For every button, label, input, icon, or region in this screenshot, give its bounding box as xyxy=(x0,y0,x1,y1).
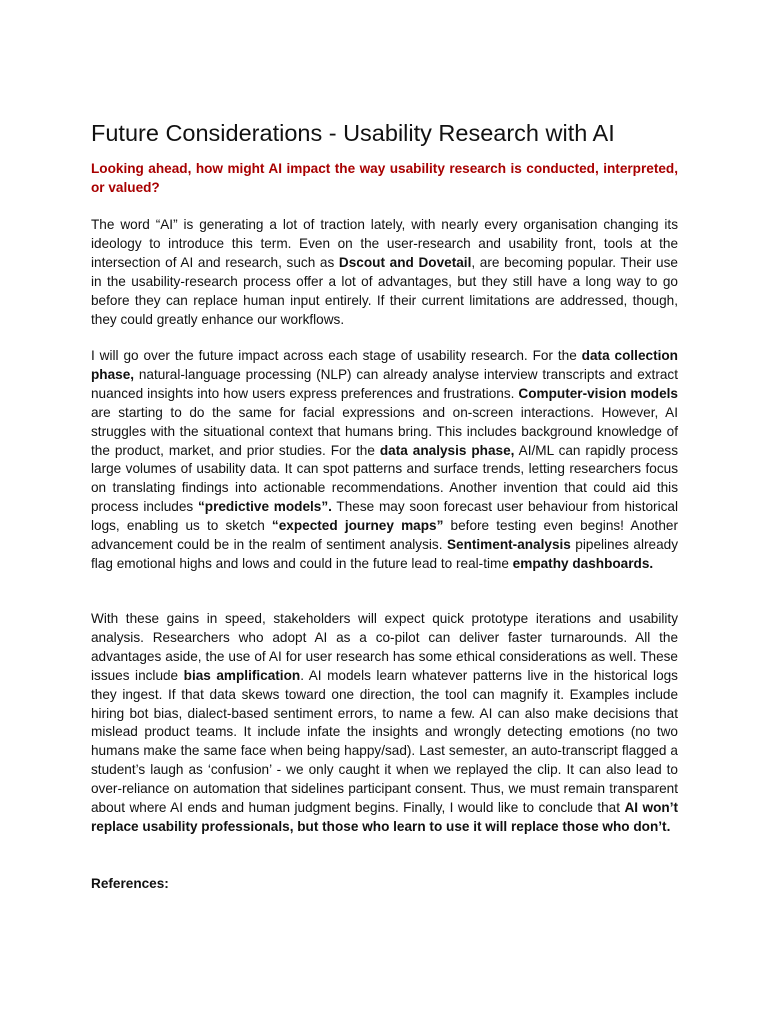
text-run: before testing even begins! Another advancement could be in the realm of sentiment analysis. xyxy=(91,518,678,553)
text-run: The word “AI” is generating a lot of traction lately, with nearly every organisation changing its ideology to introduce this term. Even on the user-research and usability front, tools at the intersection of AI and research, such as xyxy=(91,217,678,270)
references-heading: References: xyxy=(91,876,169,891)
bold-phrase: Computer-vision models xyxy=(518,385,678,401)
text-run: These may soon forecast user behaviour from historical logs, enabling us to sketch xyxy=(91,499,678,534)
text-run: pipelines already flag emotional highs and lows and could in the future lead to real-time xyxy=(91,537,679,571)
bold-phrase: data analysis phase, xyxy=(379,442,515,458)
paragraph-research-stages xyxy=(91,347,678,574)
bold-phrase: Sentiment-analysis xyxy=(446,537,571,553)
text-run: With these gains in speed, stakeholders will expect quick prototype iterations and usability analysis. Researchers who adopt AI as a co-pilot can deliver faster turnarounds. All the advantages aside, the use of AI for user research has some ethical considerations as well. These issues include xyxy=(91,611,678,683)
text-run: I will go over the future impact across each stage of usability research. For the xyxy=(91,348,582,363)
bold-phrase: AI won’t replace usability professionals, but those who learn to use it will replace those who don’t. xyxy=(91,800,678,834)
paragraph-ethics-conclusion xyxy=(91,610,678,837)
bold-phrase: empathy dashboards. xyxy=(512,555,654,571)
bold-phrase: Dscout and Dovetail xyxy=(338,254,472,270)
bold-phrase: “expected journey maps” xyxy=(271,518,444,534)
text-run: natural-language processing (NLP) can already analyse interview transcripts and extract nuanced insights into how users express preferences and frustrations. xyxy=(91,366,678,401)
bold-phrase: bias amplification xyxy=(183,667,301,683)
bold-phrase: “predictive models”. xyxy=(197,499,332,515)
page-title: Future Considerations - Usability Research with AI xyxy=(91,120,615,146)
text-run: AI/ML can rapidly process large volumes of usability data. It can spot patterns and surface trends, letting researchers focus on translating findings into actionable recommendations. Another invention that could aid this process includes xyxy=(91,442,679,515)
page-subtitle: Looking ahead, how might AI impact the way usability research is conducted, interpreted, or valued? xyxy=(91,161,678,195)
bold-phrase: data collection phase, xyxy=(91,348,678,382)
paragraph-intro xyxy=(91,216,678,329)
text-run: , are becoming popular. Their use in the usability-research process offer a lot of advantages, but they still have a long way to go before they can replace human input entirely. If their current limitations are addressed, though, they could greatly enhance our workflows. xyxy=(91,254,678,327)
text-run: . AI models learn whatever patterns live in the historical logs they ingest. If that data skews toward one direction, the tool can magnify it. Examples include hiring bot bias, dialect-based sentiment errors, to name a few. AI can also make decisions that mislead product teams. It include infate the insights and wrongly detecting emotions (no two humans make the same face when being happy/sad). Last semester, an auto-transcript flagged a student’s laugh as ‘confusion’ - we only caught it when we replayed the clip. It can also lead to over-reliance on automation that sidelines participant consent. Thus, we must remain transparent about where AI ends and human judgment begins. Finally, I would like to conclude that xyxy=(91,667,678,816)
text-run: are starting to do the same for facial expressions and on-screen interactions. However, AI struggles with the situational context that humans bring. This includes background knowledge of the product, market, and prior studies. For the xyxy=(91,404,678,458)
